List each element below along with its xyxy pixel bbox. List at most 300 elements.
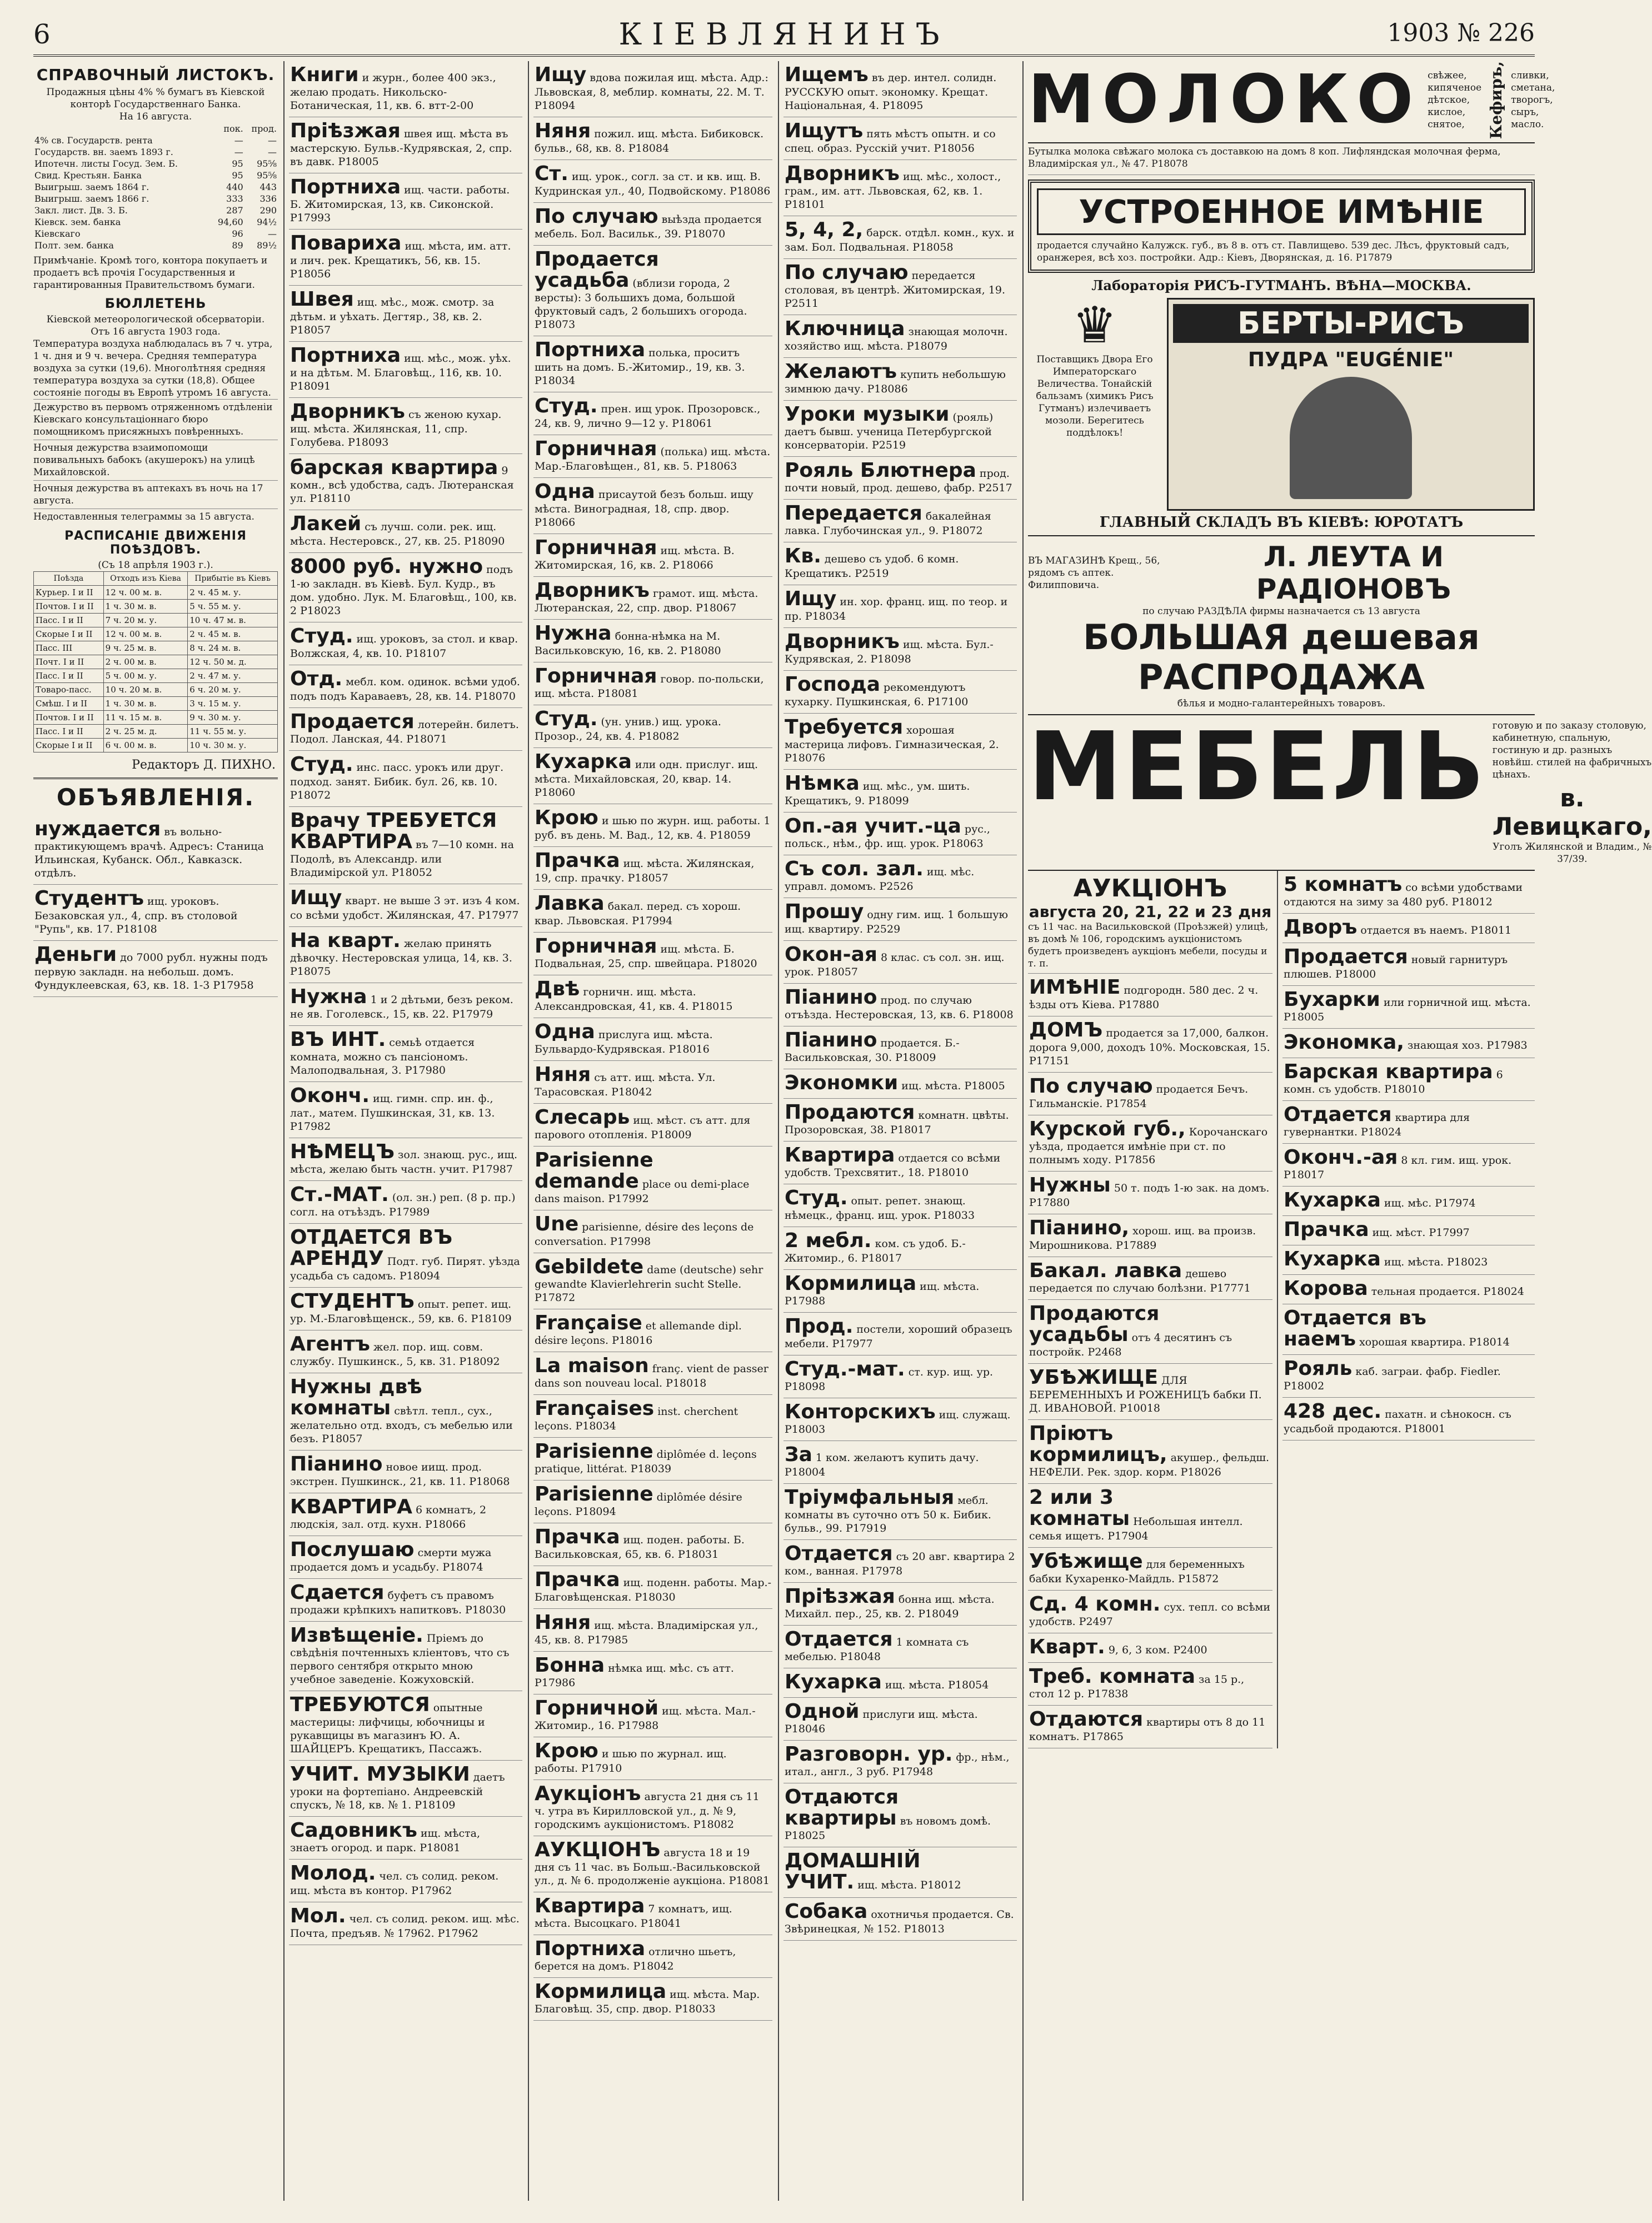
ad-text: 7 комнатъ, ищ. мѣста. Высоцкаго. Р18041 [535, 1903, 732, 1930]
ad-heading: Съ сол. зал. [785, 858, 924, 880]
classified-ad [533, 804, 772, 847]
ad-heading: Садовникъ [290, 1819, 417, 1842]
ad-heading: ИМѢНІЕ [1029, 976, 1121, 999]
ad-text: съ женою кухар. ищ. мѣста. Жилянская, 11, спр. Голубева. Р18093 [290, 408, 502, 448]
classified-ad [783, 1142, 1017, 1184]
ad-heading: Агентъ [290, 1333, 370, 1355]
classified-ad [289, 1181, 522, 1224]
lab-title: Лабораторія РИСЪ-ГУТМАНЪ. ВѢНА—МОСКВА. [1091, 277, 1471, 294]
classified-ad [1028, 1257, 1272, 1300]
ad-heading: Няня [535, 1063, 591, 1086]
ad-text: подгородн. 580 дес. 2 ч. ѣзды отъ Кіева. Р17880 [1029, 984, 1259, 1011]
ad-heading: Отд. [290, 667, 343, 690]
ad-text: прислуга ищ. мѣста. Бульвардо-Кудрявская. Р18016 [535, 1029, 713, 1055]
ad-text: вдова пожилая ищ. мѣста. Адр.: Львовская, 8, меблир. комнаты, 22. М. Т. Р18094 [535, 72, 768, 112]
schedule-cell: 7 ч. 20 м. у. [103, 614, 188, 627]
classified-ad [533, 1523, 772, 1566]
estate-ad [1028, 180, 1535, 273]
ads-section-title: ОБЪЯВЛЕНІЯ. [56, 784, 255, 811]
page-header [33, 17, 1535, 56]
classified-ad [783, 216, 1017, 259]
moloko-item: дѣтское, [1428, 94, 1470, 106]
classified-ad [533, 1694, 772, 1737]
ad-text: полька, проситъ шить на домъ. Б.-Житомир., 19, кв. 3. Р18034 [535, 347, 745, 387]
rate-value: 96 [232, 228, 243, 239]
ad-text: передается столовая, въ центрѣ. Житомирская, 19. Р2511 [785, 270, 1006, 310]
classified-ad [1028, 1214, 1272, 1257]
ad-heading: Пріютъ кормилицъ, [1029, 1422, 1167, 1467]
schedule-cell: Пасс. I и II [34, 725, 104, 739]
ad-heading: Студентъ [34, 887, 144, 910]
classified-ad [533, 748, 772, 804]
ad-text: ищ. части. работы. Б. Житомирская, 13, кв. Сиконской. Р17993 [290, 184, 510, 224]
ad-heading: АУКЦІОНЪ [535, 1838, 661, 1861]
column-divider [1022, 61, 1024, 2201]
ad-heading: Прод. [785, 1315, 854, 1338]
classified-ad [1282, 1029, 1535, 1058]
classified-ad [1282, 1304, 1535, 1355]
column-divider [283, 61, 285, 2201]
classified-ad [783, 898, 1017, 941]
ad-heading: Студ. [535, 707, 598, 730]
ad-text: ищ. мѣста, им. атт. и лич. рек. Крещатикъ, 56, кв. 15. Р18056 [290, 240, 511, 280]
ad-heading: ДОМАШНІЙ УЧИТ. [785, 1850, 921, 1893]
lab-product-2: ПУДРА "EUGÉNIE" [1247, 348, 1454, 372]
ad-heading: Горничная [535, 437, 657, 460]
ad-text: (ун. унив.) ищ. урока. Прозор., 24, кв. 4. Р18082 [535, 716, 721, 742]
schedule-cell: Скорые I и II [34, 739, 104, 752]
ad-text: тельная продается. Р18024 [1371, 1285, 1524, 1298]
rate-row [33, 181, 278, 193]
ad-text: дешево съ удоб. 6 комн. Крещатикъ. Р2519 [785, 553, 959, 580]
classified-ad [783, 1540, 1017, 1583]
ad-text: ищ. мѣста. Р17988 [785, 1280, 980, 1307]
notice-item: Ночныя дежурства взаимопомощи повивальныхъ бабокъ (акушерокъ) на улицѣ Михайловской. [33, 440, 278, 480]
ad-text: 8 клас. съ сол. зн. ищ. урок. Р18057 [785, 951, 1005, 978]
classified-ad [1028, 974, 1272, 1016]
classified-ad [533, 705, 772, 748]
ad-text: присаутой безъ больш. ищу мѣста. Виноградная, 18, спр. двор. Р18066 [535, 489, 753, 529]
classified-ad [289, 1860, 522, 1902]
rate-row [33, 193, 278, 205]
ad-heading: Горничная [535, 665, 657, 687]
schedule-cell: 11 ч. 15 м. в. [103, 711, 188, 725]
ad-heading: 428 дес. [1284, 1400, 1382, 1423]
ad-heading: Прачка [1284, 1218, 1369, 1242]
rates-header: пок. [223, 123, 243, 134]
classified-ad [289, 1330, 522, 1373]
schedule-header: Поѣзда [34, 572, 104, 586]
schedule-header: Прибытіе въ Кіевъ [188, 572, 278, 586]
ad-text: охотничья продается. Св. Звѣринецкая, № 152. Р18013 [785, 1908, 1014, 1935]
ad-text: кварт. не выше 3 эт. изъ 4 ком. со всѣми удобст. Жилянская, 47. Р17977 [290, 895, 520, 921]
ad-heading: 5, 4, 2, [785, 218, 864, 241]
ad-text: ищ. мѣста. Б. Подвальная, 25, спр. швейцара. Р18020 [535, 943, 757, 970]
ad-heading: Нужна [290, 985, 367, 1008]
ad-text: ищ. уроковъ, за стол. и квар. Волжская, 4, кв. 10. Р18107 [290, 633, 518, 660]
schedule-cell: 12 ч. 00 м. в. [103, 586, 188, 600]
ad-heading: Ищу [785, 587, 837, 610]
ad-text: говор. по-польски, ищ. мѣста. Р18081 [535, 673, 764, 700]
ad-text: мебл. комнаты въ суточно отъ 50 к. Бибик. бульв., 99. Р17919 [785, 1494, 991, 1534]
classified-ad [783, 1783, 1017, 1847]
classified-ad [289, 1288, 522, 1330]
sale-ad [1028, 536, 1535, 715]
ad-heading: Отдается [785, 1542, 893, 1565]
bulletin-date: Отъ 16 августа 1903 года. [91, 326, 221, 337]
classified-ad [289, 1224, 522, 1288]
ad-text: съ лучш. соли. рек. ищ. мѣста. Нестеровск., 27, кв. 25. Р18090 [290, 521, 505, 547]
ad-text: опыт. репет. знающ. нѣмецк., франц. ищ. урок. Р18033 [785, 1195, 975, 1222]
schedule-row [34, 655, 278, 669]
ad-heading: УБѢЖИЩЕ [1029, 1366, 1158, 1389]
ad-text: inst. cherchent leçons. Р18034 [535, 1405, 738, 1432]
ad-text: (вблизи города, 2 версты): 3 большихъ дома, большой фруктовый садъ, 2 большихъ огорода. Р18073 [535, 277, 747, 331]
ad-heading: ТРЕБУЮТСЯ [290, 1693, 430, 1716]
classified-ad [783, 160, 1017, 216]
auction-title: АУКЦІОНЪ [1073, 874, 1227, 903]
ad-text: 1 комната съ мебелью. Р18048 [785, 1636, 969, 1663]
schedule-cell: Почт. I и II [34, 655, 104, 669]
classified-ad [1028, 1663, 1272, 1706]
ad-heading: СТУДЕНТЪ [290, 1290, 415, 1313]
schedule-cell: 2 ч. 47 м. у. [188, 669, 278, 683]
ad-heading: Квартира [785, 1144, 895, 1167]
classified-ad [533, 620, 772, 662]
ad-heading: Убѣжище [1029, 1550, 1143, 1573]
ad-text: ищ. мѣс. Р17974 [1384, 1197, 1476, 1210]
classified-ad [289, 1082, 522, 1138]
sale-subtitle: бѣлья и модно-галантерейныхъ товаровъ. [1177, 698, 1386, 710]
classified-ad [1282, 1216, 1535, 1245]
classified-ad [783, 1441, 1017, 1484]
ad-text: свѣтл. тепл., сух., желательно отд. входъ, съ мебелью или безъ. Р18057 [290, 1405, 513, 1445]
classified-ad [289, 1579, 522, 1622]
ad-text: продается. Б.-Васильковская, 30. Р18009 [785, 1037, 960, 1064]
ad-heading: Врачу ТРЕБУЕТСЯ КВАРТИРА [290, 809, 497, 853]
classified-ad [783, 1668, 1017, 1698]
ad-heading: Швея [290, 288, 354, 311]
ad-text: ищ. мѣс., мож. уѣх. и на дѣтьм. М. Благовѣщ., 116, кв. 10. Р18091 [290, 352, 511, 392]
classified-ad [289, 1536, 522, 1579]
classified-ad [289, 1817, 522, 1860]
ad-heading: Мол. [290, 1905, 346, 1927]
rate-value: 95⅝ [257, 170, 277, 181]
classified-ad [783, 1227, 1017, 1270]
ad-text: въ дер. интел. солидн. РУССКУЮ опыт. экономку. Крещат. Національная, 4. Р18095 [785, 72, 997, 112]
classified-ad [289, 398, 522, 454]
classified-ad [533, 1481, 772, 1523]
kefir-label: Кефиръ, [1487, 61, 1506, 139]
rate-label: Выигрыш. заемъ 1864 г. [34, 182, 149, 192]
ad-text: 1 и 2 дѣтьми, безъ реком. не яв. Гоголевск., 15, кв. 22. Р17979 [290, 994, 513, 1020]
rate-label: Кіевск. зем. банка [34, 217, 121, 227]
ad-text: буфетъ съ правомъ продажи крѣпкихъ напитковъ. Р18030 [290, 1589, 506, 1616]
ad-text: комнатн. цвѣты. Прозоровская, 38. Р18017 [785, 1109, 1009, 1136]
ad-heading: ВЪ ИНТ. [290, 1028, 386, 1051]
ad-text: и журн., более 400 экз., желаю продать. Никольско-Ботаническая, 11, кв. 6. втт-2-00 [290, 72, 496, 112]
classified-ad [533, 662, 772, 705]
classified-ad [289, 1026, 522, 1082]
ad-heading: Няня [535, 119, 591, 142]
editor-signature: Редакторъ Д. ПИХНО. [33, 752, 278, 779]
classified-ad [783, 1069, 1017, 1099]
ad-heading: Послушаю [290, 1538, 415, 1561]
classified-ad [533, 577, 772, 620]
classified-ad [783, 1099, 1017, 1142]
rate-value: — [234, 147, 243, 157]
ad-text: et allemande dipl. désire leçons. Р18016 [535, 1320, 742, 1347]
ad-text: каб. заграи. фабр. Fiedler. Р18002 [1284, 1365, 1501, 1393]
ad-heading: За [785, 1443, 812, 1466]
classified-ad [1028, 1172, 1272, 1214]
ad-text: съ 20 авг. квартира 2 ком., ванная. Р17978 [785, 1551, 1015, 1577]
classified-ad [289, 553, 522, 622]
ad-heading: Дворникъ [785, 630, 900, 653]
ad-heading: Желаютъ [785, 360, 897, 383]
classified-ad [533, 61, 772, 117]
classified-ad [783, 1626, 1017, 1668]
ad-heading: Разговорн. ур. [785, 1743, 953, 1766]
ad-text: августа 18 и 19 дня съ 11 час. въ Больш.-Васильковской ул., д. № 6. продолженіе аукціона. Р18081 [535, 1847, 770, 1887]
schedule-cell: 9 ч. 30 м. у. [188, 711, 278, 725]
ad-text: зол. знающ. рус., ищ. мѣста, желаю быть частн. учит. Р17987 [290, 1149, 518, 1175]
ad-text: ищ. мѣст. съ атт. для парового отопленія. Р18009 [535, 1114, 751, 1141]
notice-item: Недоставленныя телеграммы за 15 августа. [33, 509, 278, 525]
ad-text: хорошая квартира. Р18014 [1359, 1336, 1510, 1349]
classified-ad [783, 315, 1017, 358]
classified-ad [783, 941, 1017, 984]
ad-heading: Нужны [1029, 1174, 1111, 1197]
ad-text: августа 21 дня съ 11 ч. утра въ Кирилловской ул., д. № 9, городскимъ аукціонистомъ. Р18082 [535, 1791, 760, 1831]
ad-heading: Кухарка [1284, 1248, 1381, 1271]
ad-text: ищ. мѣста. Мар. Благовѣщ. 35, спр. двор. Р18033 [535, 1988, 760, 2015]
rate-value: 94½ [257, 217, 277, 227]
ad-text: сух. тепл. со всѣми удобств. Р2497 [1029, 1601, 1270, 1628]
ad-heading: Треб. комната [1029, 1665, 1196, 1688]
ad-text: place ou demi-place dans maison. Р17992 [535, 1178, 750, 1205]
rate-value: 333 [226, 193, 243, 204]
header-rule [33, 54, 1535, 57]
schedule-row [34, 739, 278, 752]
ad-heading: Кварт. [1029, 1636, 1105, 1659]
schedule-cell: 2 ч. 45 м. в. [188, 627, 278, 641]
ad-text: ищ. гимн. спр. ин. ф., лат., матем. Пушкинская, 31, кв. 13. Р17982 [290, 1093, 495, 1133]
ad-heading: Крою [535, 1739, 598, 1762]
classified-ad [289, 1691, 522, 1761]
ad-heading: Портниха [535, 1937, 646, 1960]
classified-ad [533, 975, 772, 1018]
schedule-cell: Пасс. I и II [34, 614, 104, 627]
ad-heading: Тріумфальныя [785, 1486, 955, 1509]
classified-ad [33, 885, 278, 941]
classified-ad [1282, 871, 1535, 914]
ad-heading: Квартира [535, 1895, 645, 1917]
ad-heading: Оп.-ая учит.-ца [785, 815, 961, 838]
column-display-ads [1028, 61, 1652, 2201]
ad-text: 1 ком. желаютъ купить дачу. Р18004 [785, 1452, 979, 1478]
ad-heading: Книги [290, 63, 359, 86]
ad-heading: Рояль [1284, 1357, 1352, 1380]
classified-ad [33, 941, 278, 997]
ad-heading: 2 мебл. [785, 1229, 872, 1252]
classified-ad [783, 1484, 1017, 1540]
page-number: 6 [33, 19, 51, 50]
ad-heading: Сд. 4 комн. [1029, 1593, 1161, 1616]
ad-heading: Горничная [535, 536, 657, 559]
rates-header: прод. [251, 123, 277, 134]
rate-row [33, 158, 278, 170]
ad-heading: Передается [785, 502, 922, 525]
ad-heading: La maison [535, 1354, 649, 1377]
moloko-item: кислое, [1428, 107, 1466, 118]
column-ads-4 [783, 61, 1017, 2201]
schedule-row [34, 669, 278, 683]
ad-heading: Повариха [290, 232, 402, 255]
ad-heading: Une [535, 1213, 579, 1235]
ad-text: ищ. мѣс. управл. домомъ. Р2526 [785, 866, 975, 893]
ad-text: одну гим. ищ. 1 большую ищ. квартиру. Р2529 [785, 909, 1009, 935]
ad-text: ищ. урок., согл. за ст. и кв. ищ. В. Кудринская ул., 40, Подвойскому. Р18086 [535, 171, 771, 197]
schedule-cell: Почтов. I и II [34, 600, 104, 614]
rate-value: — [234, 135, 243, 146]
ad-heading: Корова [1284, 1277, 1368, 1300]
rate-row [33, 146, 278, 158]
ad-text: прен. ищ урок. Прозоровск., 24, кв. 9, лично 9—12 у. Р18061 [535, 403, 761, 430]
ad-heading: Собака [785, 1900, 868, 1923]
ad-text: нѣмка ищ. мѣс. съ атт. Р17986 [535, 1662, 734, 1689]
classified-ad [1282, 1058, 1535, 1101]
ad-heading: Parisienne demande [535, 1149, 653, 1193]
classified-ad [533, 1652, 772, 1694]
classified-ad [289, 61, 522, 117]
classified-ad [1028, 1016, 1272, 1073]
moloko-item: масло. [1511, 119, 1544, 131]
ad-heading: Françaises [535, 1397, 655, 1420]
ad-text: грамот. ищ. мѣста. Лютеранская, 22, спр. двор. Р18067 [535, 587, 758, 614]
ad-heading: Кв. [785, 545, 821, 567]
classified-ad [533, 478, 772, 534]
rate-value: 89½ [257, 240, 277, 251]
classified-ad [1028, 1420, 1272, 1484]
schedule-subtitle: (Съ 18 апрѣля 1903 г.). [98, 560, 213, 571]
lab-text: Поставщикъ Двора Его Императорскаго Величества. Тонайскій бальзамъ (химикъ Рисъ Гутманъ) излечиваетъ мозоли. Берегитесь поддѣлокъ! [1036, 354, 1154, 439]
classified-ad [783, 542, 1017, 585]
ad-heading: Піанино [785, 986, 877, 1009]
ad-text: для беременныхъ бабки Кухаренко-Майдль. Р15872 [1029, 1558, 1245, 1586]
ad-heading: Прачка [535, 1526, 620, 1548]
classified-ad [783, 1184, 1017, 1227]
classified-ad [1028, 1115, 1272, 1172]
auction-text: съ 11 час. на Васильковской (Проѣзжей) улицѣ, въ домѣ № 106, городскимъ аукціонистомъ будетъ произведенъ аукціонъ мебели, посуды и т. п. [1028, 921, 1269, 970]
ad-heading: Нѣмка [785, 772, 860, 795]
ad-heading: Кухарка [785, 1671, 882, 1693]
ad-heading: Нужны двѣ комнаты [290, 1375, 422, 1419]
ad-text: продается Бечъ. Гильманскіе. Р17854 [1029, 1083, 1249, 1110]
ad-text: горничн. ищ. мѣста. Александровская, 41, кв. 4. Р18015 [535, 986, 733, 1013]
classified-ad [1028, 1073, 1272, 1115]
ad-text: мебл. ком. одинок. всѣми удоб. подъ подъ Караваевъ, 28, кв. 14. Р18070 [290, 676, 520, 702]
reference-subtitle: Продажныя цѣны 4% % бумагъ въ Кіевской конторѣ Государственнаго Банка. [46, 87, 265, 110]
moloko-title: МОЛОКО [1028, 61, 1421, 139]
ad-text: ищ. мѣс., мож. смотр. за дѣтьм. и уѣхать. Дегтяр., 38, кв. 2. Р18057 [290, 296, 495, 336]
classified-ad [289, 173, 522, 230]
classified-ad [533, 336, 772, 392]
schedule-cell: 10 ч. 47 м. в. [188, 614, 278, 627]
ad-text: 8 кл. гим. ищ. урок. Р18017 [1284, 1154, 1512, 1182]
classified-ad [783, 500, 1017, 542]
mebel-address: Уголъ Жилянской и Владим., № 37/39. [1493, 841, 1652, 865]
ad-heading: Портниха [535, 338, 646, 361]
classified-ad [533, 1780, 772, 1836]
schedule-cell: 11 ч. 55 м. у. [188, 725, 278, 739]
schedule-cell: 2 ч. 00 м. в. [103, 655, 188, 669]
ad-text: 50 т. подъ 1-ю зак. на домъ. Р17880 [1029, 1182, 1270, 1209]
ad-text: dame (deutsche) sehr gewandte Klavierlehrerin sucht Stelle. Р17872 [535, 1264, 763, 1304]
ad-heading: Піанино [785, 1029, 877, 1051]
ad-heading: Лавка [535, 892, 605, 915]
ad-heading: Отдается [785, 1628, 893, 1651]
ad-heading: УЧИТ. МУЗЫКИ [290, 1763, 470, 1786]
rates-note: Примѣчаніе. Кромѣ того, контора покупаетъ и продаетъ всѣ прочія Государственныя и гарантированныя Правительствомъ бумаги. [33, 255, 268, 291]
moloko-item: сливки, [1511, 70, 1549, 82]
issue-number: 1903 № 226 [1387, 19, 1535, 47]
schedule-row [34, 600, 278, 614]
newspaper-title: КІЕВЛЯНИНЪ [618, 17, 950, 52]
classified-ad [289, 1493, 522, 1536]
ad-heading: 2 или 3 комнаты [1029, 1486, 1130, 1531]
classified-ad [533, 1210, 772, 1253]
classified-ad [33, 815, 278, 885]
rate-value: 290 [259, 205, 277, 216]
ad-heading: Продается усадьба [535, 248, 659, 292]
classified-ad [783, 1898, 1017, 1941]
ad-text: ДЛЯ БЕРЕМЕННЫХЪ И РОЖЕНИЦЪ бабки П. Д. ИВАНОВОЙ. Р10018 [1029, 1374, 1262, 1415]
ad-heading: НѢМЕЦЪ [290, 1140, 395, 1163]
classified-ad [1282, 1245, 1535, 1275]
ad-text: лотерейн. билетъ. Подол. Ланская, 44. Р18071 [290, 719, 519, 745]
ad-heading: барская квартира [290, 456, 498, 479]
classified-ad [289, 1761, 522, 1817]
ad-text: знающая молочн. хозяйство ищ. мѣста. Р18079 [785, 326, 1008, 352]
ad-heading: Курской губ., [1029, 1118, 1186, 1141]
ad-heading: Портниха [290, 176, 401, 198]
ad-heading: КВАРТИРА [290, 1496, 413, 1518]
classified-ad [783, 61, 1017, 117]
classified-ad [289, 286, 522, 342]
classified-ad [533, 203, 772, 246]
moloko-text: Бутылка молока свѣжаго молока съ доставкою на домъ 8 коп. Лифляндская молочная ферма, Владимірская ул., № 47. Р18078 [1028, 143, 1535, 175]
estate-text: продается случайно Калужск. губ., въ 8 в. отъ ст. Павлищево. 539 дес. Лѣсъ, фруктовый садъ, оранжерея, всѣ хоз. постройки. Адр.: Кіевъ, Дворянская, д. 16. Р17879 [1037, 240, 1510, 264]
rate-value: 89 [232, 240, 243, 251]
classified-ad [289, 342, 522, 398]
ad-heading: Лакей [290, 512, 362, 535]
ad-text: ищ. мѣст. Р17997 [1372, 1227, 1470, 1239]
classified-ad [289, 884, 522, 927]
classified-ad [533, 1395, 772, 1438]
ad-text: квартира для гувернантки. Р18024 [1284, 1112, 1470, 1139]
ad-text: до 7000 рубл. нужны подъ первую закладн. на небольш. домъ. Фундуклеевская, 63, кв. 18. 1-3 Р17958 [34, 951, 268, 991]
ad-heading: Ищемъ [785, 63, 869, 86]
rate-label: Ипотечн. листы Госуд. Зем. Б. [34, 158, 178, 169]
ad-text: акушер., фельдш. НЕФЕЛИ. Рек. здор. корм. Р18026 [1029, 1452, 1270, 1479]
ad-heading: Отдается [1284, 1103, 1392, 1127]
schedule-row [34, 711, 278, 725]
ad-heading: Конторскихъ [785, 1400, 936, 1423]
ad-heading: Экономки [785, 1071, 899, 1094]
schedule-row [34, 586, 278, 600]
ad-text: ст. кур. ищ. ур. Р18098 [785, 1366, 994, 1393]
